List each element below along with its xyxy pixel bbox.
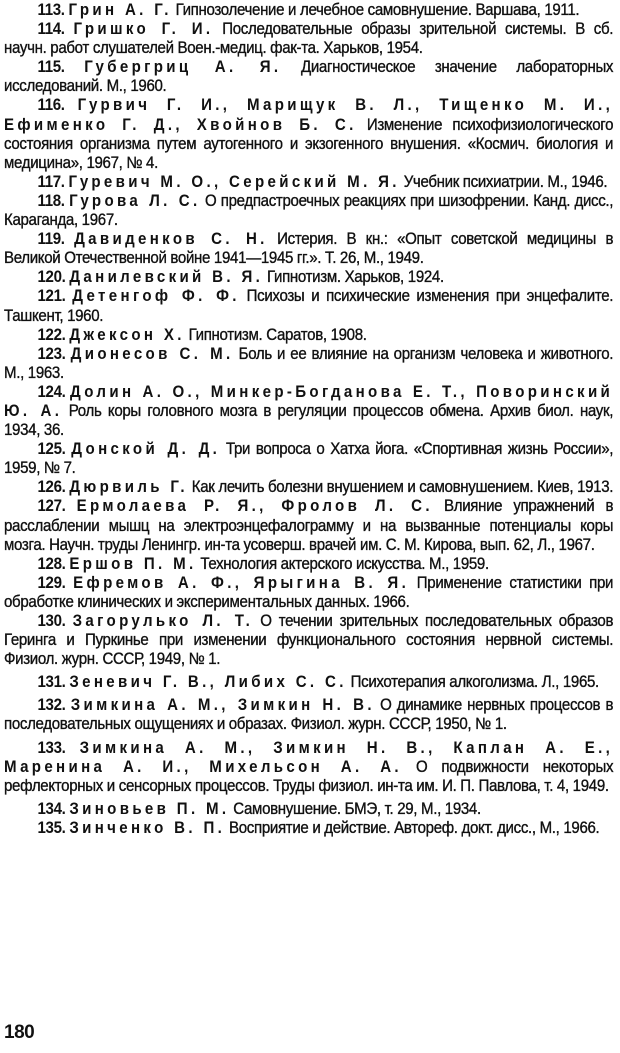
entry-number: 135.	[37, 818, 66, 837]
entry-text: Самовнушение. БМЭ, т. 29, М., 1934.	[229, 799, 481, 818]
bibliography-entry	[4, 440, 613, 478]
entry-number: 124.	[37, 382, 66, 401]
entry-number: 126.	[37, 478, 66, 497]
bibliography-entry	[4, 1, 613, 20]
entry-author: Ермолаева Р. Я., Фролов Л. С.	[76, 497, 433, 516]
entry-author: Зеневич Г. В., Либих С. С.	[69, 673, 347, 692]
entry-number: 128.	[37, 554, 66, 573]
entry-number: 117.	[37, 172, 65, 191]
bibliography-entry	[4, 268, 613, 287]
bibliography-entry	[4, 800, 613, 819]
bibliography-entry	[4, 230, 613, 268]
bibliography-entry	[4, 58, 613, 96]
bibliography-entry	[4, 696, 613, 734]
bibliography-entry	[4, 612, 613, 669]
entry-number: 133.	[37, 738, 66, 757]
entry-text: Истерия. В кн.: «Опыт советской медицины в Великой Отечественной войне 1941—1945 гг.». Т. 26, М., 1949.	[4, 230, 614, 268]
entry-number: 130.	[37, 612, 66, 630]
entry-text: Восприятие и действие. Автореф. докт. дисс., М., 1966.	[225, 818, 600, 837]
entry-text: Учебник психиатрии. М., 1946.	[399, 172, 608, 191]
bibliography-entry	[4, 287, 613, 325]
entry-text: Последовательные образы зрительной системы. В сб. научн. работ слушателей Воен.-медиц. фак-та. Харьков, 1954.	[4, 20, 614, 58]
entry-author: Загорулько Л. Т.	[72, 612, 254, 630]
bibliography-entry	[4, 192, 613, 230]
entry-text: Гипнотизм. Харьков, 1924.	[263, 268, 444, 287]
entry-text: Гипнозолечение и лечебное самовнушение. Варшава, 1911.	[171, 1, 580, 19]
bibliography-entry	[4, 345, 613, 383]
entry-number: 116.	[37, 96, 65, 115]
bibliography-list	[4, 1, 616, 838]
entry-number: 122.	[37, 325, 66, 344]
entry-author: Зимкина А. М., Зимкин Н. В.	[70, 696, 375, 715]
bibliography-entry	[4, 383, 613, 440]
entry-number: 129.	[37, 573, 66, 592]
entry-number: 123.	[37, 344, 66, 363]
bibliography-entry	[4, 96, 613, 172]
entry-author: Ефремов А. Ф., Ярыгина В. Я.	[73, 573, 410, 592]
bibliography-entry	[4, 20, 613, 58]
entry-author: Грин А. Г.	[68, 1, 172, 19]
entry-text: Как лечить болезни внушением и самовнушением. Киев, 1913.	[187, 478, 614, 497]
entry-author: Зиновьев П. М.	[69, 799, 230, 818]
entry-author: Детенгоф Ф. Ф.	[72, 287, 240, 306]
entry-author: Долин А. О., Минкер-Богданова Е. Т., Поворинский Ю. А.	[4, 382, 614, 420]
entry-text: Роль коры головного мозга в регуляции процессов обмена. Архив биол. наук, 1934, 36.	[4, 401, 614, 440]
entry-text: Технология актерского искусства. М., 1959.	[196, 554, 489, 573]
entry-text: Изменение психофизиологического состояния организма путем аутогенного и экзогенного внушения. «Космич. биология и медицина», 1967, № 4.	[4, 115, 614, 172]
entry-number: 113.	[37, 1, 65, 19]
entry-number: 118.	[37, 191, 65, 210]
entry-text: О подвижности некоторых рефлекторных и сенсорных процессов. Труды физиол. ин-та им. И. П. Павлова, т. 4, 1949.	[4, 757, 614, 795]
entry-number: 127.	[37, 497, 66, 516]
entry-author: Зинченко В. П.	[69, 818, 226, 837]
bibliography-entry	[4, 497, 613, 554]
entry-text: Диагностическое значение лабораторных исследований. М., 1960.	[4, 58, 614, 96]
entry-number: 114.	[37, 20, 65, 39]
entry-number: 121.	[37, 287, 66, 306]
entry-author: Данилевский В. Я.	[69, 268, 264, 287]
entry-text: Три вопроса о Хатха йога. «Спортивная жизнь России», 1959, № 7.	[4, 440, 614, 478]
entry-author: Зимкина А. М., Зимкин Н. В., Каплан А. Е., Маренина А. И., Михельсон А. А.	[4, 738, 614, 776]
entry-author: Гурвич Г. И., Марищук В. Л., Тищенко М. И., Ефименко Г. Д., Хвойнов Б. С.	[4, 96, 614, 134]
entry-author: Гурова Л. С.	[69, 191, 201, 210]
entry-author: Джексон Х.	[69, 325, 185, 344]
entry-author: Ершов П. М.	[69, 554, 197, 573]
bibliography-entry	[4, 673, 613, 692]
entry-text: Гипнотизм. Саратов, 1908.	[184, 325, 367, 344]
entry-author: Давиденков С. Н.	[74, 230, 268, 249]
bibliography-entry	[4, 173, 613, 192]
bibliography-entry	[4, 326, 613, 345]
entry-author: Губергриц А. Я.	[84, 58, 282, 77]
entry-text: Психозы и психические изменения при энцефалите. Ташкент, 1960.	[4, 287, 614, 325]
bibliography-entry	[4, 819, 613, 838]
entry-text: Влияние упражнений в расслаблении мышц на электроэнцефалограмму и на вызванные потенциалы коры мозга. Научн. труды Ленингр. ин-та усоверш. врачей им. С. М. Кирова, вып. 62, Л., 1967.	[4, 497, 614, 554]
entry-text: О динамике нервных процессов в последовательных ощущениях и образах. Физиол. журн. СССР, 1950, № 1.	[4, 696, 614, 734]
entry-text: Боль и ее влияние на организм человека и животного. М., 1963.	[4, 344, 614, 382]
bibliography-entry	[4, 739, 613, 796]
entry-author: Гуревич М. О., Серейский М. Я.	[68, 172, 400, 191]
entry-number: 134.	[37, 799, 66, 818]
entry-text: Применение статистики при обработке клинических и экспериментальных данных. 1966.	[4, 573, 614, 611]
entry-number: 115.	[37, 58, 65, 77]
entry-author: Дюрвиль Г.	[69, 478, 188, 497]
bibliography-entry	[4, 478, 613, 497]
entry-text: О предпастроечных реакциях при шизофрении. Канд. дисс., Караганда, 1967.	[4, 191, 614, 230]
entry-number: 131.	[37, 673, 66, 692]
page-number: 180	[4, 1022, 35, 1043]
bibliography-entry	[4, 574, 613, 612]
bibliography-entry	[4, 555, 613, 574]
entry-number: 125.	[37, 440, 66, 459]
entry-author: Дионесов С. М.	[70, 344, 234, 363]
entry-text: Психотерапия алкоголизма. Л., 1965.	[346, 673, 599, 692]
entry-number: 120.	[37, 268, 66, 287]
entry-number: 119.	[37, 230, 65, 249]
entry-author: Гришко Г. И.	[73, 20, 214, 39]
entry-number: 132.	[37, 696, 66, 715]
entry-text: О течении зрительных последовательных образов Геринга и Пуркинье при изменении функционального состояния нервной системы. Физиол. журн. СССР, 1949, № 1.	[4, 612, 614, 669]
entry-author: Донской Д. Д.	[71, 440, 221, 459]
